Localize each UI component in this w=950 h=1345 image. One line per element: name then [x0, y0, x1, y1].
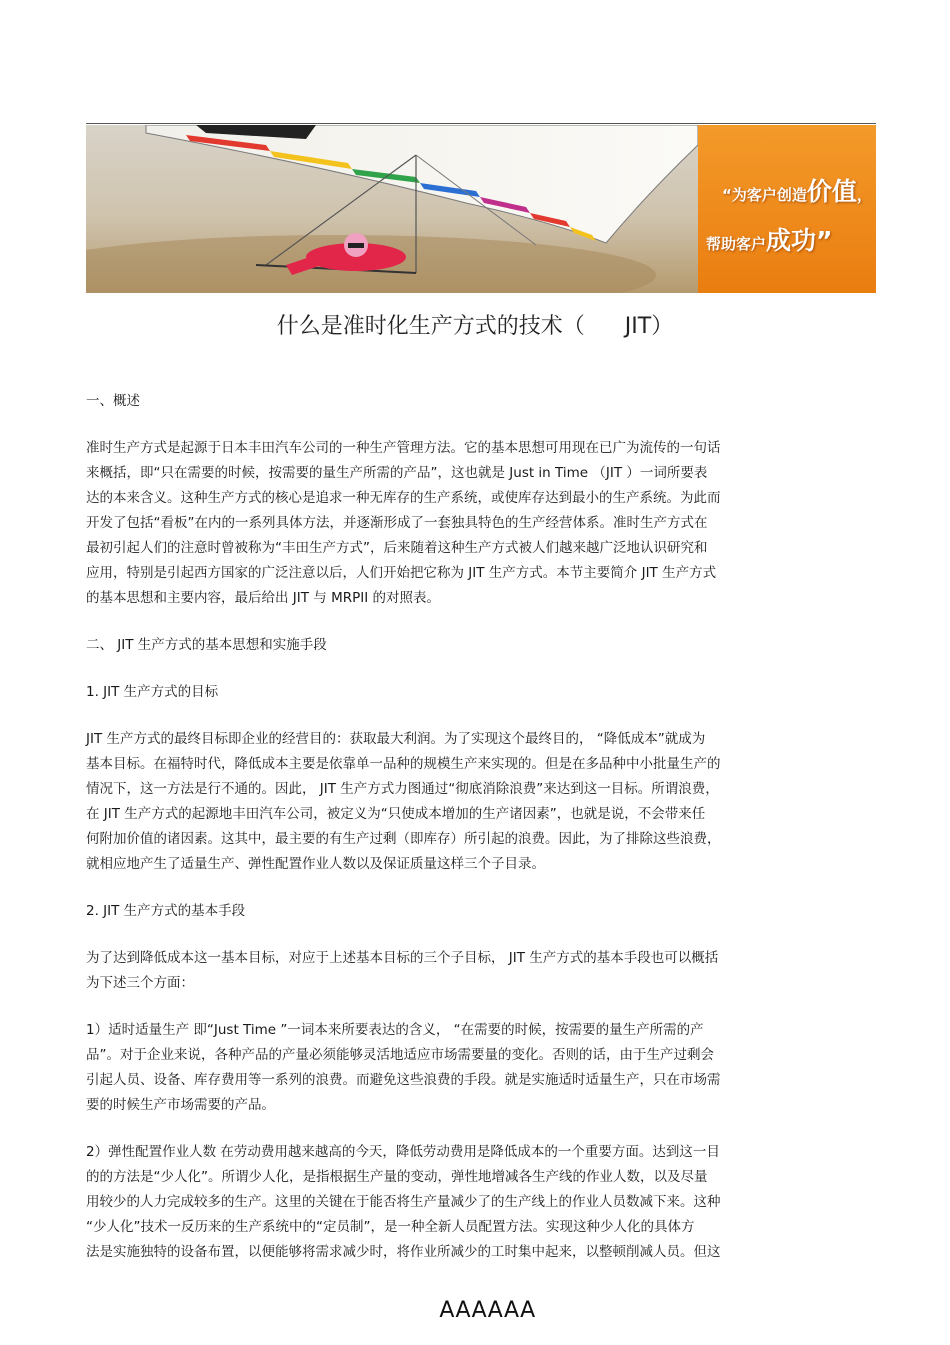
section-heading: 2. JIT 生产方式的基本手段: [86, 903, 246, 919]
section-heading: 一、概述: [86, 393, 140, 409]
paragraph-line: JIT 生产方式的最终目标即企业的经营目的：获取最大利润。为了实现这个最终目的， “降低成本”就成为: [86, 731, 706, 747]
banner-slogan-line2: [706, 221, 832, 257]
paragraph: [86, 1140, 876, 1265]
page-footer: AAAAAA: [439, 1298, 536, 1323]
paragraph-line: “少人化”技术一反历来的生产系统中的“定员制”，是一种全新人员配置方法。实现这种少人化的具体方: [86, 1219, 695, 1235]
paragraph-line: 来概括，即“只在需要的时候，按需要的量生产所需的产品”，这也就是 Just in Time （JIT ）一词所要表: [86, 465, 708, 481]
paragraph-line: 2）弹性配置作业人数 在劳动费用越来越高的今天，降低劳动费用是降低成本的一个重要方面。达到这一目: [86, 1144, 720, 1160]
paragraph-line: 法是实施独特的设备布置，以便能够将需求减少时，将作业所减少的工时集中起来，以整顿削减人员。但这: [86, 1244, 721, 1260]
slogan-emphasis: 价值: [806, 177, 857, 206]
paragraph-line: 在 JIT 生产方式的起源地丰田汽车公司，被定义为“只使成本增加的生产诸因素”，也就是说，不会带来任: [86, 806, 706, 822]
paragraph-line: 开发了包括“看板”在内的一系列具体方法，并逐渐形成了一套独具特色的生产经营体系。准时生产方式在: [86, 515, 708, 531]
title-abbr: JIT: [624, 314, 652, 339]
top-rule: [86, 123, 876, 124]
paragraph-line: 就相应地产生了适量生产、弹性配置作业人数以及保证质量这样三个子目录。: [86, 856, 545, 872]
document-title: [0, 309, 950, 340]
slogan-emphasis: 成功”: [766, 226, 833, 255]
paragraph-line: 准时生产方式是起源于日本丰田汽车公司的一种生产管理方法。它的基本思想可用现在已广为流传的一句话: [86, 440, 721, 456]
title-close: ）: [651, 314, 674, 339]
paragraph: [86, 727, 876, 877]
slogan-text: 帮助客户: [706, 235, 767, 253]
paragraph-line: 品”。对于企业来说，各种产品的产量必须能够灵活地适应市场需要量的变化。否则的话，由于生产过剩会: [86, 1047, 714, 1063]
paragraph-line: 为下述三个方面：: [86, 975, 194, 991]
header-banner: [86, 125, 876, 293]
paragraph-line: 要的时候生产市场需要的产品。: [86, 1097, 275, 1113]
title-text: 什么是准时化生产方式的技术（: [276, 314, 585, 339]
slogan-punct: ，: [856, 186, 872, 204]
paragraph: [86, 946, 876, 996]
paragraph-line: 应用，特别是引起西方国家的广泛注意以后，人们开始把它称为 JIT 生产方式。本节主要简介 JIT 生产方式: [86, 565, 717, 581]
paragraph-line: 用较少的人力完成较多的生产。这里的关键在于能否将生产量减少了的生产线上的作业人员数减下来。这种: [86, 1194, 721, 1210]
banner-slogan-line1: [722, 172, 872, 208]
paragraph-line: 为了达到降低成本这一基本目标，对应于上述基本目标的三个子目标， JIT 生产方式的基本手段也可以概括: [86, 950, 719, 966]
banner-image: [86, 125, 876, 293]
paragraph-line: 何附加价值的诸因素。这其中，最主要的有生产过剩（即库存）所引起的浪费。因此，为了排除这些浪费，: [86, 831, 721, 847]
document-body: [86, 389, 876, 1287]
section-heading: 二、 JIT 生产方式的基本思想和实施手段: [86, 637, 327, 653]
section-heading: 1. JIT 生产方式的目标: [86, 684, 219, 700]
paragraph-line: 达的本来含义。这种生产方式的核心是追求一种无库存的生产系统，或使库存达到最小的生产系统。为此而: [86, 490, 721, 506]
paragraph-line: 情况下，这一方法是行不通的。因此， JIT 生产方式力图通过“彻底消除浪费”来达到这一目标。所谓浪费，: [86, 781, 719, 797]
paragraph-line: 基本目标。在福特时代，降低成本主要是依靠单一品种的规模生产来实现的。但是在多品种中小批量生产的: [86, 756, 721, 772]
paragraph-line: 引起人员、设备、库存费用等一系列的浪费。而避免这些浪费的手段。就是实施适时适量生产，只在市场需: [86, 1072, 721, 1088]
paragraph: [86, 436, 876, 611]
paragraph-line: 的的方法是“少人化”。所谓少人化，是指根据生产量的变动，弹性地增减各生产线的作业人数，以及尽量: [86, 1169, 708, 1185]
slogan-text: “为客户创造: [722, 186, 807, 204]
paragraph-line: 最初引起人们的注意时曾被称为“丰田生产方式”，后来随着这种生产方式被人们越来越广泛地认识研究和: [86, 540, 708, 556]
paragraph-line: 1）适时适量生产 即“Just Time ”一词本来所要表达的含义， “在需要的时候，按需要的量生产所需的产: [86, 1022, 704, 1038]
paragraph: [86, 1018, 876, 1118]
paragraph-line: 的基本思想和主要内容，最后给出 JIT 与 MRPII 的对照表。: [86, 590, 441, 606]
